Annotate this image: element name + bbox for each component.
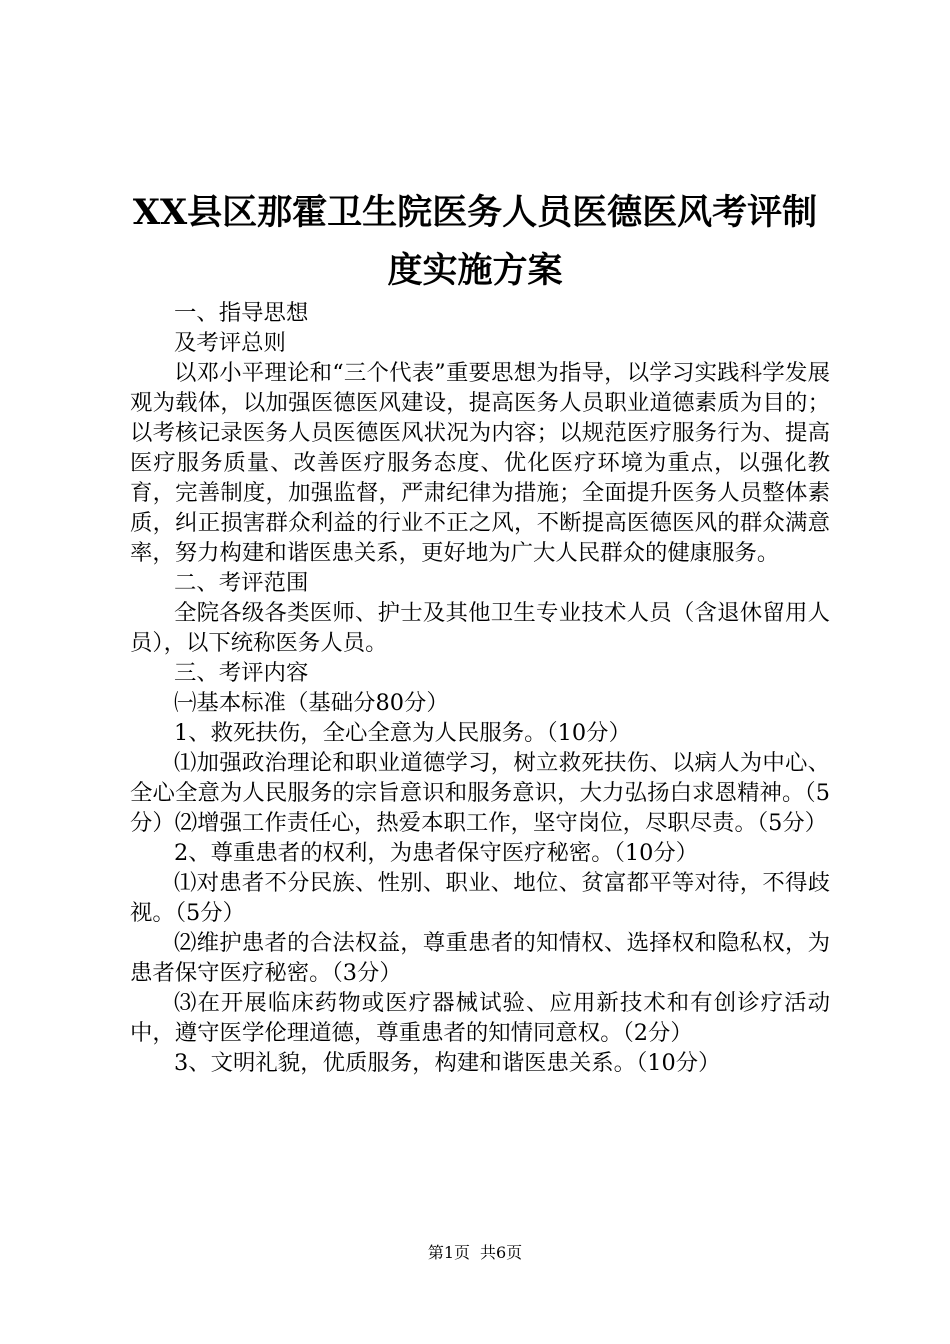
document-body	[130, 298, 830, 1078]
section-heading-general-principles: 及考评总则	[174, 330, 286, 356]
paragraph-scope: 全院各级各类医师、护士及其他卫生专业技术人员（含退休留用人员），以下统称医务人员。	[130, 600, 830, 656]
page-number: 第1页	[427, 1243, 470, 1262]
item-2-detail-2: ⑵维护患者的合法权益，尊重患者的知情权、选择权和隐私权，为患者保守医疗秘密。（3分）	[130, 930, 830, 986]
item-1-detail: ⑴加强政治理论和职业道德学习，树立救死扶伤、以病人为中心、全心全意为人民服务的宗旨意识和服务意识，大力弘扬白求恩精神。（5分）⑵增强工作责任心，热爱本职工作，坚守岗位，尽职尽责。（5分）	[130, 750, 830, 836]
item-2-heading: 2、尊重患者的权利，为患者保守医疗秘密。（10分）	[174, 840, 699, 866]
paragraph-guiding-ideology: 以邓小平理论和“三个代表”重要思想为指导，以学习实践科学发展观为载体，以加强医德医风建设，提高医务人员职业道德素质为目的；以考核记录医务人员医德医风状况为内容；以规范医疗服务行为、提高医疗服务质量、改善医疗服务态度、优化医疗环境为重点，以强化教育，完善制度，加强监督，严肃纪律为措施；全面提升医务人员整体素质，纠正损害群众利益的行业不正之风，不断提高医德医风的群众满意率，努力构建和谐医患关系，更好地为广大人民群众的健康服务。	[130, 360, 830, 566]
section-heading-content: 三、考评内容	[174, 660, 309, 686]
item-2-detail-1: ⑴对患者不分民族、性别、职业、地位、贫富都平等对待，不得歧视。（5分）	[130, 870, 830, 926]
item-1-heading: 1、救死扶伤，全心全意为人民服务。（10分）	[174, 720, 631, 746]
subsection-basic-standard: ㈠基本标准（基础分80分）	[174, 690, 449, 716]
page-total: 共6页	[480, 1243, 523, 1262]
document-title-line-2: 度实施方案	[387, 250, 563, 291]
section-heading-guiding-ideology: 一、指导思想	[174, 300, 309, 326]
item-2-detail-3: ⑶在开展临床药物或医疗器械试验、应用新技术和有创诊疗活动中，遵守医学伦理道德，尊重患者的知情同意权。（2分）	[130, 990, 830, 1046]
document-title-line-1: XX县区那霍卫生院医务人员医德医风考评制	[132, 192, 818, 233]
item-3-heading: 3、文明礼貌，优质服务，构建和谐医患关系。（10分）	[174, 1050, 721, 1076]
page-footer	[0, 1243, 950, 1263]
section-heading-scope: 二、考评范围	[174, 570, 309, 596]
